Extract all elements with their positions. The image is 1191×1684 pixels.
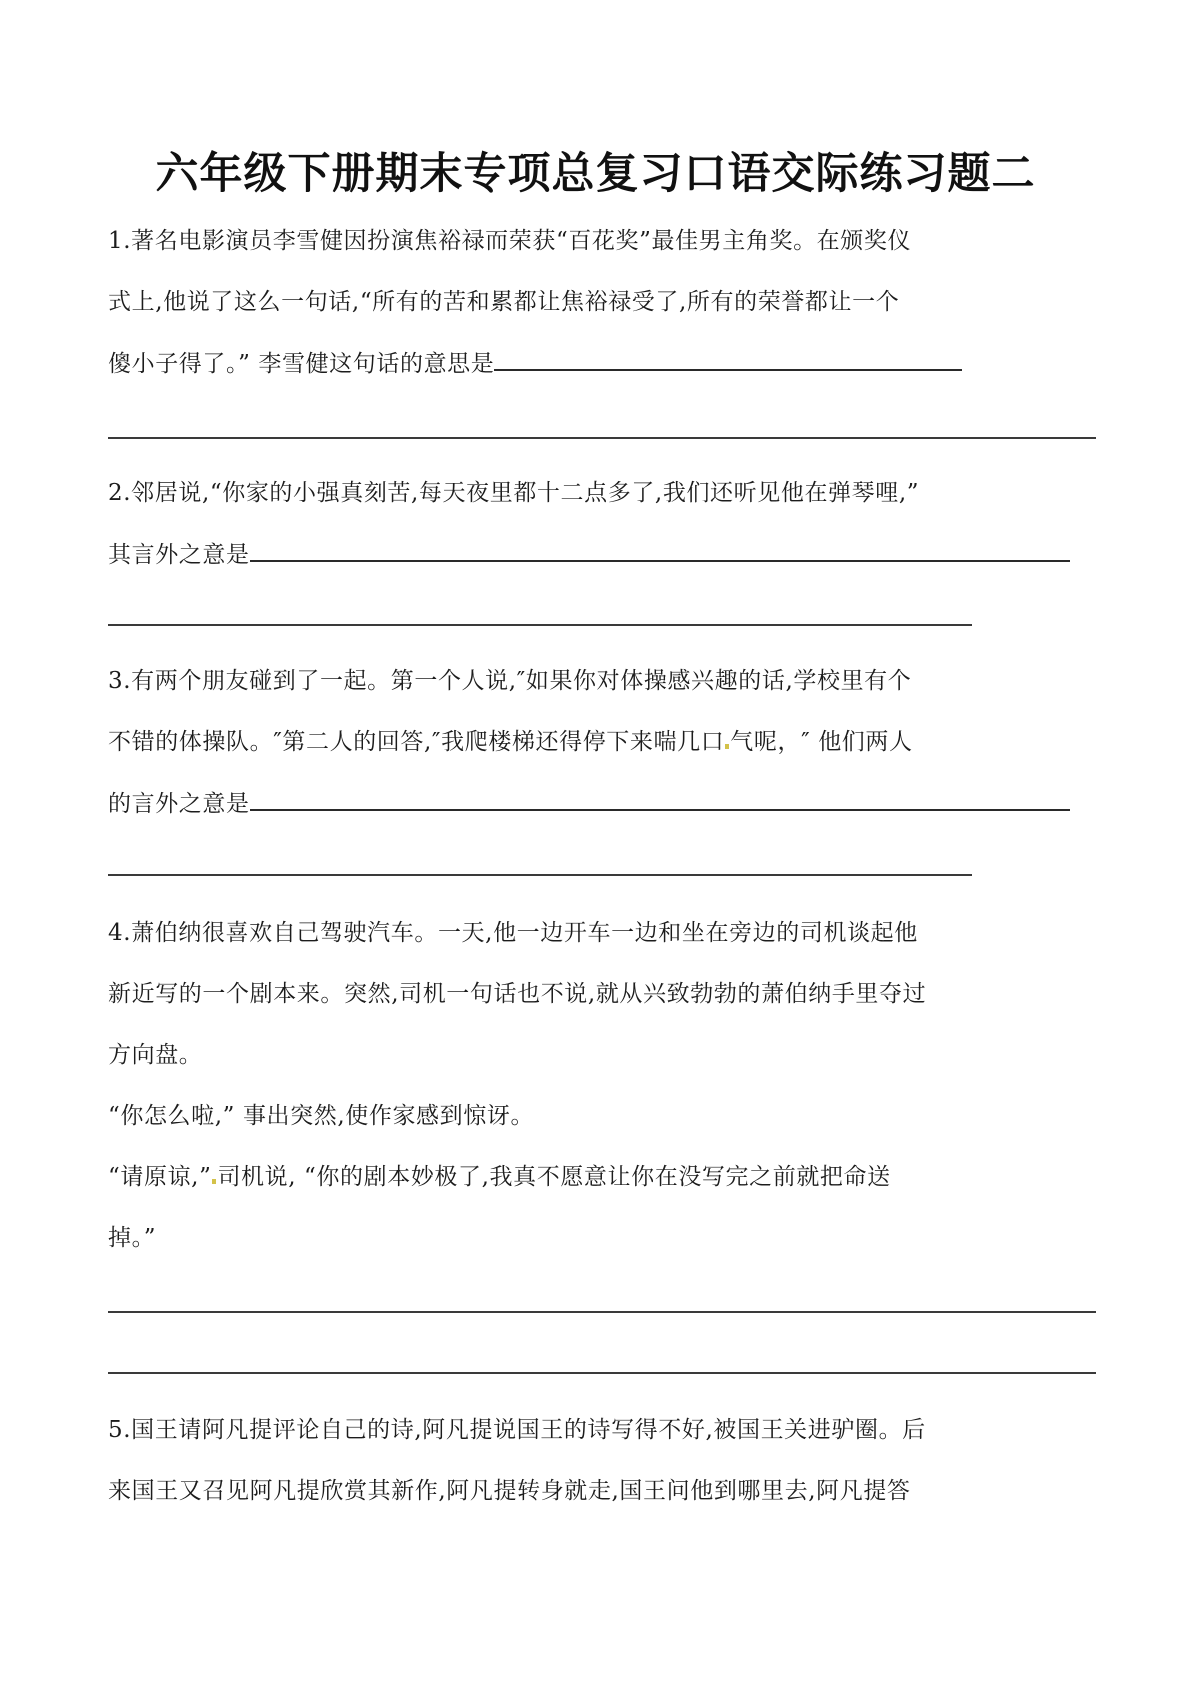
question-number: 2. bbox=[108, 480, 132, 506]
question-2-line-1: 2.邻居说,“你家的小强真刻苦,每天夜里都十二点多了,我们还听见他在弹琴哩,” bbox=[108, 480, 920, 506]
question-1-line-3: 傻小子得了。” 李雪健这句话的意思是 bbox=[108, 347, 962, 380]
question-5-line-2: 来国王又召见阿凡提欣赏其新作,阿凡提转身就走,国王问他到哪里去,阿凡提答 bbox=[108, 1478, 911, 1504]
question-number: 4. bbox=[108, 920, 132, 946]
answer-line[interactable] bbox=[108, 624, 972, 626]
stray-mark bbox=[212, 1179, 216, 1184]
question-4-line-6: 掉。” bbox=[108, 1225, 157, 1251]
question-1-line-1: 1.著名电影演员李雪健因扮演焦裕禄而荣获“百花奖”最佳男主角奖。在颁奖仪 bbox=[108, 228, 912, 254]
answer-line[interactable] bbox=[108, 1372, 1096, 1374]
question-1-line-2: 式上,他说了这么一句话,“所有的苦和累都让焦裕禄受了,所有的荣誉都让一个 bbox=[108, 289, 900, 315]
answer-blank[interactable] bbox=[250, 787, 1070, 811]
question-3-line-3: 的言外之意是 bbox=[108, 787, 1070, 820]
answer-blank[interactable] bbox=[250, 538, 1070, 562]
question-number: 1. bbox=[108, 228, 132, 254]
answer-line[interactable] bbox=[108, 1311, 1096, 1313]
question-4-line-3: 方向盘。 bbox=[108, 1042, 203, 1068]
answer-line[interactable] bbox=[108, 874, 972, 876]
question-4-line-1: 4.萧伯纳很喜欢自己驾驶汽车。一天,他一边开车一边和坐在旁边的司机谈起他 bbox=[108, 920, 918, 946]
question-number: 5. bbox=[108, 1417, 132, 1443]
question-3-line-2: 不错的体操队。″第二人的回答,″我爬楼梯还得停下来喘几口 气呢，″ 他们两人 bbox=[108, 729, 913, 755]
answer-line[interactable] bbox=[108, 437, 1096, 439]
stray-mark bbox=[725, 744, 729, 749]
question-5-line-1: 5.国王请阿凡提评论自己的诗,阿凡提说国王的诗写得不好,被国王关进驴圈。后 bbox=[108, 1417, 926, 1443]
question-4-line-4: “你怎么啦,” 事出突然,使作家感到惊讶。 bbox=[108, 1103, 535, 1129]
page-title: 六年级下册期末专项总复习口语交际练习题二 bbox=[155, 149, 1036, 199]
question-4-line-2: 新近写的一个剧本来。突然,司机一句话也不说,就从兴致勃勃的萧伯纳手里夺过 bbox=[108, 981, 927, 1007]
answer-blank[interactable] bbox=[494, 347, 962, 371]
question-4-line-5: “请原谅,” 司机说, “你的剧本妙极了,我真不愿意让你在没写完之前就把命送 bbox=[108, 1164, 891, 1190]
question-2-line-2: 其言外之意是 bbox=[108, 538, 1070, 571]
question-number: 3. bbox=[108, 668, 132, 694]
question-3-line-1: 3.有两个朋友碰到了一起。第一个人说,″如果你对体操感兴趣的话,学校里有个 bbox=[108, 668, 912, 694]
